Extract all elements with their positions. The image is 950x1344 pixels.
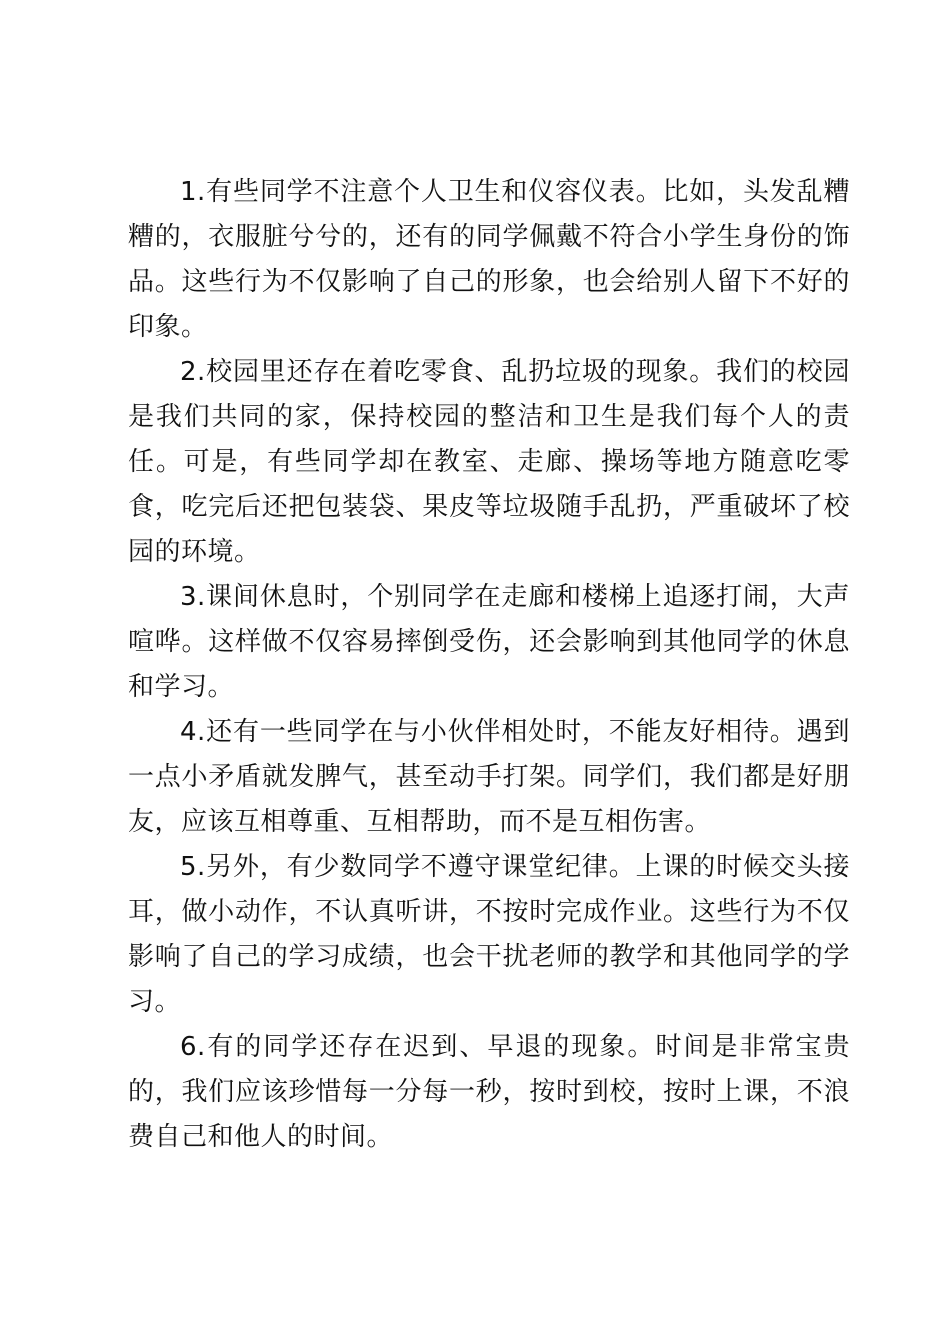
document-body	[128, 170, 850, 1160]
paragraph-5: 5.另外，有少数同学不遵守课堂纪律。上课的时候交头接耳，做小动作，不认真听讲，不按时完成作业。这些行为不仅影响了自己的学习成绩，也会干扰老师的教学和其他同学的学习。	[128, 852, 850, 1017]
paragraph-6: 6.有的同学还存在迟到、早退的现象。时间是非常宝贵的，我们应该珍惜每一分每一秒，按时到校，按时上课，不浪费自己和他人的时间。	[128, 1032, 850, 1152]
paragraph-4: 4.还有一些同学在与小伙伴相处时，不能友好相待。遇到一点小矛盾就发脾气，甚至动手打架。同学们，我们都是好朋友，应该互相尊重、互相帮助，而不是互相伤害。	[128, 717, 850, 837]
paragraph-1: 1.有些同学不注意个人卫生和仪容仪表。比如，头发乱糟糟的，衣服脏兮兮的，还有的同学佩戴不符合小学生身份的饰品。这些行为不仅影响了自己的形象，也会给别人留下不好的印象。	[128, 177, 850, 342]
paragraph-3: 3.课间休息时，个别同学在走廊和楼梯上追逐打闹，大声喧哗。这样做不仅容易摔倒受伤，还会影响到其他同学的休息和学习。	[128, 582, 850, 702]
paragraph-2: 2.校园里还存在着吃零食、乱扔垃圾的现象。我们的校园是我们共同的家，保持校园的整洁和卫生是我们每个人的责任。可是，有些同学却在教室、走廊、操场等地方随意吃零食，吃完后还把包装袋、果皮等垃圾随手乱扔，严重破坏了校园的环境。	[128, 357, 850, 567]
